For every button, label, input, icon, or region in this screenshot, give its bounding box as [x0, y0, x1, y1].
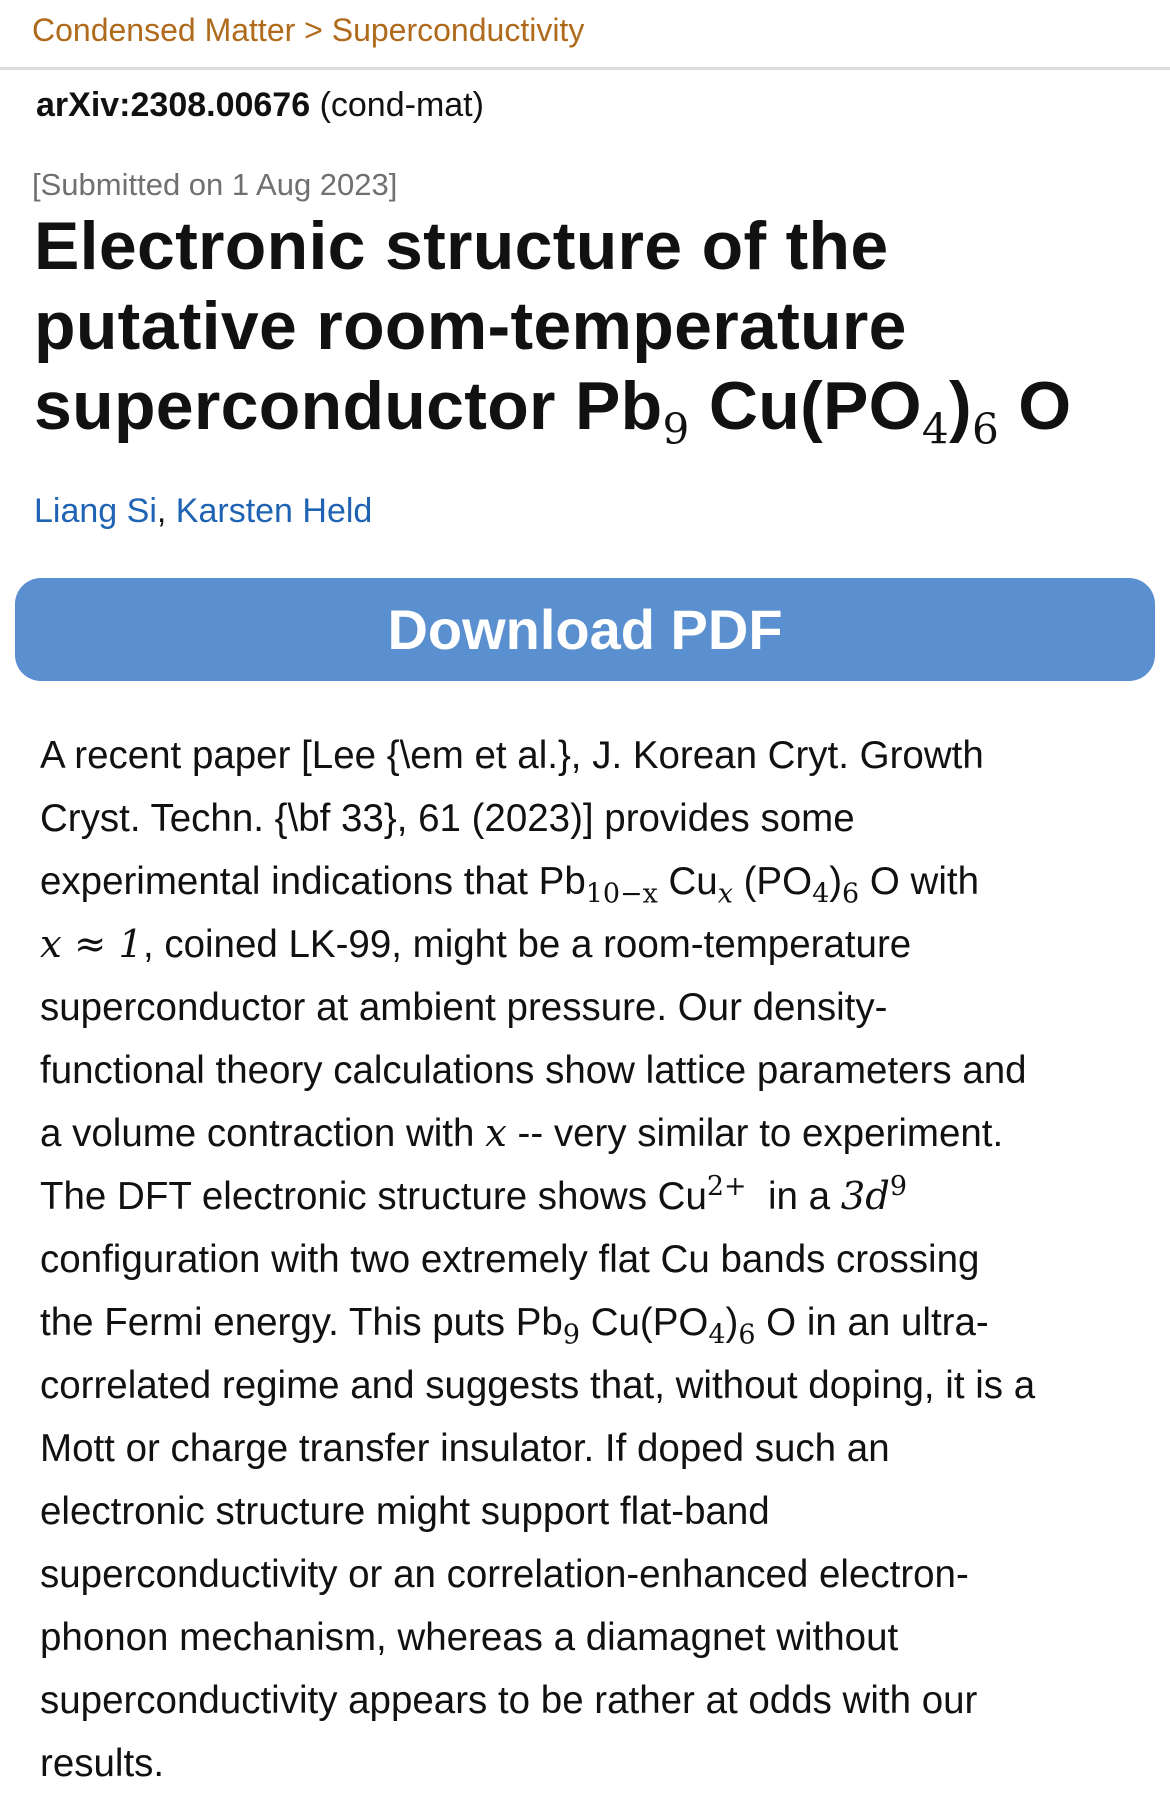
charge-superscript: 2+ — [706, 1171, 747, 1203]
formula-po-sub: 4 — [812, 878, 830, 910]
arxiv-category: (cond-mat) — [319, 86, 484, 124]
math-3d: 3d — [840, 1174, 890, 1219]
formula-po: (PO — [743, 860, 813, 903]
formula-close: ) — [949, 368, 972, 444]
abstract-line: Mott or charge transfer insulator. If doped such an — [40, 1427, 890, 1470]
formula-pb: Pb — [515, 1301, 563, 1344]
abstract — [40, 724, 1150, 1795]
formula-close-sub: 6 — [842, 878, 860, 910]
breadcrumb — [32, 8, 584, 52]
abstract-text: a volume contraction with — [40, 1112, 486, 1155]
formula-pb-sub: 9 — [662, 404, 690, 454]
download-pdf-button[interactable]: Download PDF — [15, 578, 1155, 681]
abstract-line: electronic structure might support flat-band — [40, 1490, 770, 1533]
title-line-1: Electronic structure of the — [34, 208, 889, 284]
header-divider — [0, 67, 1170, 70]
abstract-text: the Fermi energy. This puts — [40, 1301, 516, 1344]
title-line-2: putative room-temperature — [34, 288, 907, 364]
author-separator: , — [156, 492, 167, 530]
abstract-text: experimental indications that — [40, 860, 539, 903]
formula-cu: Cu — [668, 860, 718, 903]
abstract-line — [40, 1102, 1150, 1165]
arxiv-identifier — [36, 82, 484, 128]
author-link-liang-si[interactable]: Liang Si — [34, 492, 157, 530]
formula-po-sub: 4 — [708, 1319, 726, 1351]
title-text: superconductor — [34, 368, 575, 444]
abstract-text: in a — [757, 1175, 841, 1218]
formula-pb-sub: 9 — [562, 1319, 580, 1351]
abstract-text: O in an ultra- — [766, 1301, 989, 1344]
abstract-text: O with — [869, 860, 979, 903]
abstract-line: functional theory calculations show lattice parameters and — [40, 1049, 1027, 1092]
author-link-karsten-held[interactable]: Karsten Held — [175, 492, 373, 530]
abstract-text: , coined LK-99, might be a room-temperature — [142, 923, 912, 966]
formula-cu-sub: x — [717, 878, 733, 910]
abstract-line — [40, 1291, 1150, 1354]
abstract-line — [40, 850, 1150, 913]
breadcrumb-section-link[interactable]: Condensed Matter — [32, 12, 296, 48]
breadcrumb-separator: > — [304, 12, 323, 48]
math-x: x — [485, 1111, 507, 1156]
math-3d-superscript: 9 — [889, 1171, 908, 1203]
formula-close: ) — [829, 860, 843, 903]
abstract-line: results. — [40, 1742, 165, 1785]
abstract-line: superconductivity appears to be rather at odds with our — [40, 1679, 978, 1722]
abstract-line: A recent paper [Lee {\em et al.}, J. Korean Cryt. Growth — [40, 734, 984, 777]
formula-cu: Cu(PO — [590, 1301, 709, 1344]
title-formula — [575, 368, 1072, 454]
abstract-text: The DFT electronic structure shows Cu — [40, 1175, 707, 1218]
formula-close: ) — [725, 1301, 739, 1344]
abstract-line: Cryst. Techn. {\bf 33}, 61 (2023)] provides some — [40, 797, 855, 840]
abstract-text: -- very similar to experiment. — [506, 1112, 1004, 1155]
abstract-line — [40, 913, 1150, 976]
math-x-approx-1: x ≈ 1 — [40, 922, 143, 967]
formula-close-sub: 6 — [971, 404, 1000, 454]
formula-cu: Cu(PO — [708, 368, 922, 444]
abstract-line — [40, 1165, 1150, 1228]
title-line-3 — [34, 368, 1072, 454]
formula-o: O — [1018, 368, 1072, 444]
abstract-line: superconductor at ambient pressure. Our density- — [40, 986, 888, 1029]
formula-po-sub: 4 — [921, 404, 949, 454]
formula-pb: Pb — [575, 368, 663, 444]
abstract-line: correlated regime and suggests that, without doping, it is a — [40, 1364, 1036, 1407]
abstract-line: configuration with two extremely flat Cu bands crossing — [40, 1238, 980, 1281]
breadcrumb-subsection-link[interactable]: Superconductivity — [331, 12, 585, 48]
submission-date: [Submitted on 1 Aug 2023] — [32, 167, 398, 202]
formula-close-sub: 6 — [738, 1319, 756, 1351]
abstract-line: superconductivity or an correlation-enhanced electron- — [40, 1553, 969, 1596]
formula-pb-sub: 10−x — [585, 878, 658, 910]
author-list — [34, 488, 372, 534]
formula-pb: Pb — [538, 860, 586, 903]
arxiv-id: arXiv:2308.00676 — [36, 86, 311, 124]
abstract-line: phonon mechanism, whereas a diamagnet without — [40, 1616, 899, 1659]
paper-title — [34, 206, 1144, 454]
